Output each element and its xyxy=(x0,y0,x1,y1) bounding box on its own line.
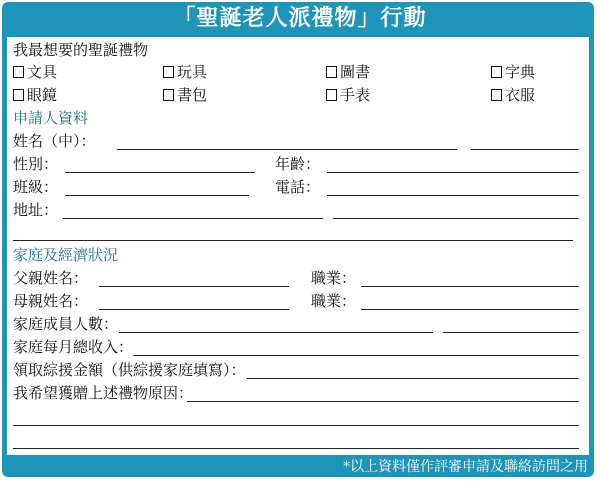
checkbox-icon[interactable] xyxy=(163,89,174,101)
gift-option-dictionary[interactable]: 字典 xyxy=(491,62,535,82)
phone-label: 電話： xyxy=(275,178,321,196)
mother-name-label: 母親姓名： xyxy=(13,292,89,310)
gender-field[interactable] xyxy=(65,172,255,173)
class-field[interactable] xyxy=(65,195,249,196)
father-name-field[interactable] xyxy=(99,286,289,287)
members-field[interactable] xyxy=(119,332,433,333)
applicant-section-heading: 申請人資料 xyxy=(13,109,89,127)
checkbox-icon[interactable] xyxy=(13,66,24,78)
gender-label: 性別： xyxy=(13,155,59,173)
income-field[interactable] xyxy=(133,355,579,356)
mother-job-field[interactable] xyxy=(361,309,579,310)
checkbox-icon[interactable] xyxy=(491,89,502,101)
phone-field[interactable] xyxy=(327,195,579,196)
reason-field-line-2[interactable] xyxy=(13,425,579,426)
reason-label: 我希望獲贈上述禮物原因： xyxy=(13,384,194,402)
form-panel xyxy=(7,37,589,455)
cssa-label: 領取綜援金額（供綜援家庭填寫）： xyxy=(13,361,246,379)
address-label: 地址： xyxy=(13,201,59,219)
address-field-extra[interactable] xyxy=(333,218,579,219)
footer-note: *以上資料僅作評審申請及聯絡訪問之用 xyxy=(343,459,588,475)
gift-option-schoolbag[interactable]: 書包 xyxy=(163,85,207,105)
reason-field-line-3[interactable] xyxy=(13,448,579,449)
name-label: 姓名（中）： xyxy=(13,132,96,150)
name-field-extra[interactable] xyxy=(471,149,579,150)
address-field[interactable] xyxy=(63,218,323,219)
gift-option-toys[interactable]: 玩具 xyxy=(163,62,207,82)
address-field-line-2[interactable] xyxy=(13,240,573,241)
class-label: 班級： xyxy=(13,178,59,196)
age-label: 年齡： xyxy=(275,155,321,173)
gift-option-glasses[interactable]: 眼鏡 xyxy=(13,85,57,105)
father-name-label: 父親姓名： xyxy=(13,269,89,287)
checkbox-icon[interactable] xyxy=(326,89,337,101)
gift-option-clothes[interactable]: 衣服 xyxy=(491,85,535,105)
gifts-section-heading: 我最想要的聖誕禮物 xyxy=(13,41,149,59)
mother-name-field[interactable] xyxy=(99,309,289,310)
father-job-field[interactable] xyxy=(361,286,579,287)
members-label: 家庭成員人數： xyxy=(13,315,119,333)
father-job-label: 職業： xyxy=(311,269,357,287)
income-label: 家庭每月總收入： xyxy=(13,338,134,356)
gift-option-stationery[interactable]: 文具 xyxy=(13,62,57,82)
checkbox-icon[interactable] xyxy=(163,66,174,78)
name-field[interactable] xyxy=(117,149,457,150)
reason-field[interactable] xyxy=(187,401,579,402)
age-field[interactable] xyxy=(327,172,579,173)
gift-option-watch[interactable]: 手表 xyxy=(326,85,370,105)
form-title: 「聖誕老人派禮物」行動 xyxy=(173,6,427,31)
checkbox-icon[interactable] xyxy=(491,66,502,78)
gift-option-books[interactable]: 圖書 xyxy=(326,62,370,82)
family-section-heading: 家庭及經濟狀況 xyxy=(13,246,119,264)
mother-job-label: 職業： xyxy=(311,292,357,310)
cssa-field[interactable] xyxy=(247,378,579,379)
checkbox-icon[interactable] xyxy=(13,89,24,101)
members-field-extra[interactable] xyxy=(443,332,579,333)
checkbox-icon[interactable] xyxy=(326,66,337,78)
